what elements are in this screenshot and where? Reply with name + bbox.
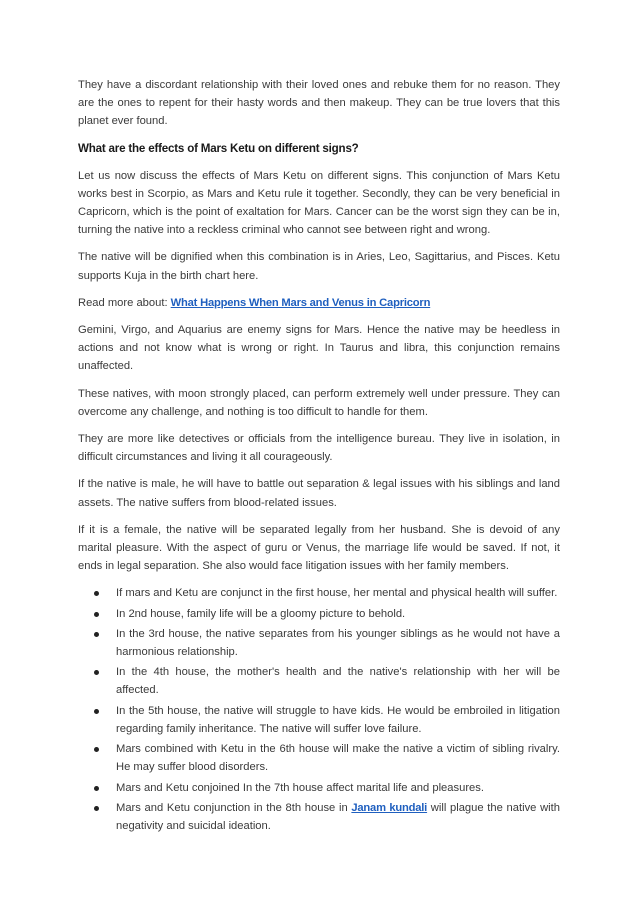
janam-kundali-link[interactable]: Janam kundali: [351, 801, 428, 814]
list-item: In the 4th house, the mother's health and the native's relationship with her will be affected.: [78, 663, 560, 699]
paragraph-effects-intro: Let us now discuss the effects of Mars Ketu on different signs. This conjunction of Mars Ketu works best in Scorpio, as Mars and Ketu rule it together. Secondly, they can be very beneficial in Capricorn, which is the point of exaltation for Mars. Cancer can be the worst sign they can be in, turning the native into a reckless criminal who cannot see between right and wrong.: [78, 169, 560, 237]
list-item: In 2nd house, family life will be a gloomy picture to behold.: [78, 605, 560, 623]
read-more-line: [78, 294, 560, 312]
bullet-icon: [94, 747, 99, 752]
paragraph-native-male: If the native is male, he will have to battle out separation & legal issues with his siblings and land assets. The native suffers from blood-related issues.: [78, 478, 560, 509]
bullet-icon: [94, 709, 99, 714]
list-item: If mars and Ketu are conjunct in the first house, her mental and physical health will suffer.: [78, 584, 560, 602]
section-heading: What are the effects of Mars Ketu on different signs?: [78, 141, 359, 155]
paragraph-dignified-signs: The native will be dignified when this combination is in Aries, Leo, Sagittarius, and Pisces. Ketu supports Kuja in the birth chart here.: [78, 251, 560, 282]
list-item: In the 5th house, the native will struggle to have kids. He would be embroiled in litigation regarding family inheritance. The native will suffer love failure.: [78, 702, 560, 738]
paragraph-enemy-signs: Gemini, Virgo, and Aquarius are enemy signs for Mars. Hence the native may be heedless in actions and not know what is wrong or right. In Taurus and libra, this conjunction remains unaffected.: [78, 324, 560, 373]
bullet-icon: [94, 806, 99, 811]
read-more-prefix: Read more about:: [78, 296, 171, 309]
list-item: In the 3rd house, the native separates from his younger siblings as he would not have a harmonious relationship.: [78, 625, 560, 661]
bullet-icon: [94, 632, 99, 637]
read-more-link[interactable]: What Happens When Mars and Venus in Capricorn: [170, 296, 431, 309]
paragraph-discordant-relationship: They have a discordant relationship with their loved ones and rebuke them for no reason. They are the ones to repent for their hasty words and then makeup. They can be true lovers that this planet ever found.: [78, 79, 560, 128]
paragraph-moon-placed: These natives, with moon strongly placed, can perform extremely well under pressure. They can overcome any challenge, and nothing is too difficult to handle for them.: [78, 387, 560, 418]
bullet-icon: [94, 670, 99, 675]
bullet-icon: [94, 591, 99, 596]
bullet-icon: [94, 786, 99, 791]
bullet-icon: [94, 612, 99, 617]
list-item: Mars and Ketu conjunction in the 8th house in Janam kundali will plague the native with negativity and suicidal ideation.: [78, 799, 560, 835]
list-item: Mars combined with Ketu in the 6th house will make the native a victim of sibling rivalry. He may suffer blood disorders.: [78, 740, 560, 776]
house-effects-list: [78, 584, 560, 835]
paragraph-detectives: They are more like detectives or officials from the intelligence bureau. They live in isolation, in difficult circumstances and living it all courageously.: [78, 433, 560, 464]
paragraph-native-female: If it is a female, the native will be separated legally from her husband. She is devoid of any marital pleasure. With the aspect of guru or Venus, the marriage life would be saved. If not, it ends in legal separation. She also would face litigation issues with her family members.: [78, 523, 560, 573]
list-item: Mars and Ketu conjoined In the 7th house affect marital life and pleasures.: [78, 779, 560, 797]
